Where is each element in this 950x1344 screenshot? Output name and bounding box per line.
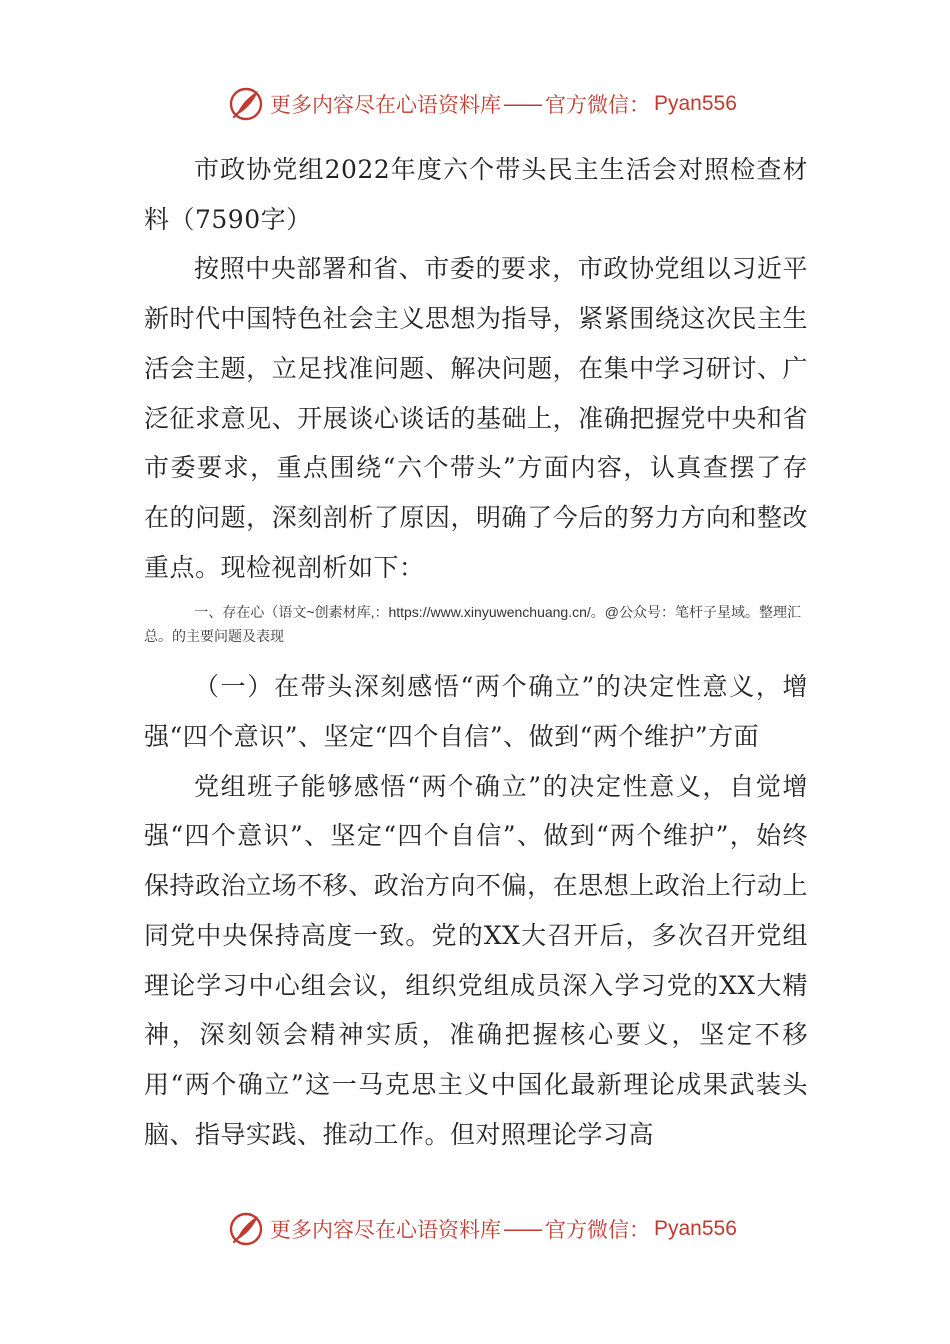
- document-title: 市政协党组2022年度六个带头民主生活会对照检查材料（7590字）: [144, 155, 808, 234]
- footer-banner-wechat-id: Pyan556: [654, 1217, 737, 1240]
- feather-pen-logo-icon: [228, 1211, 264, 1247]
- banner-wechat-label: 官方微信：: [545, 93, 650, 117]
- header-banner: [228, 86, 737, 122]
- document-body: [144, 145, 808, 1159]
- subsection-heading: （一）在带头深刻感悟“两个确立”的决定性意义，增强“四个意识”、坚定“四个自信”、做到“两个维护”方面: [144, 672, 808, 752]
- footer-banner-wechat-label: 官方微信：: [545, 1218, 650, 1242]
- banner-text: 更多内容尽在心语资料库: [270, 93, 501, 117]
- footer-banner-separator: ——: [503, 1217, 541, 1241]
- footer-banner: [228, 1211, 737, 1247]
- intro-paragraph: 按照中央部署和省、市委的要求，市政协党组以习近平新时代中国特色社会主义思想为指导，紧紧围绕这次民主生活会主题，立足找准问题、解决问题，在集中学习研讨、广泛征求意见、开展谈心谈话的基础上，准确把握党中央和省市委要求，重点围绕“六个带头”方面内容，认真查摆了存在的问题，深刻剖析了原因，明确了今后的努力方向和整改重点。现检视剖析如下：: [144, 254, 808, 582]
- body-paragraph: 党组班子能够感悟“两个确立”的决定性意义，自觉增强“四个意识”、坚定“四个自信”、做到“两个维护”，始终保持政治立场不移、政治方向不偏，在思想上政治上行动上同党中央保持高度一致。党的XX大召开后，多次召开党组理论学习中心组会议，组织党组成员深入学习党的XX大精神，深刻领会精神实质，准确把握核心要义，坚定不移用“两个确立”这一马克思主义中国化最新理论成果武装头脑、指导实践、推动工作。但对照理论学习高: [144, 771, 808, 1149]
- banner-wechat-id: Pyan556: [654, 92, 737, 115]
- footer-banner-text: 更多内容尽在心语资料库: [270, 1218, 501, 1242]
- section-heading: 一、存在心（语文~创素材库,：https://www.xinyuwenchuang.cn/。@公众号：笔杆子星域。整理汇总。的主要问题及表现: [144, 604, 801, 645]
- feather-pen-logo-icon: [228, 86, 264, 122]
- banner-separator: ——: [503, 92, 541, 116]
